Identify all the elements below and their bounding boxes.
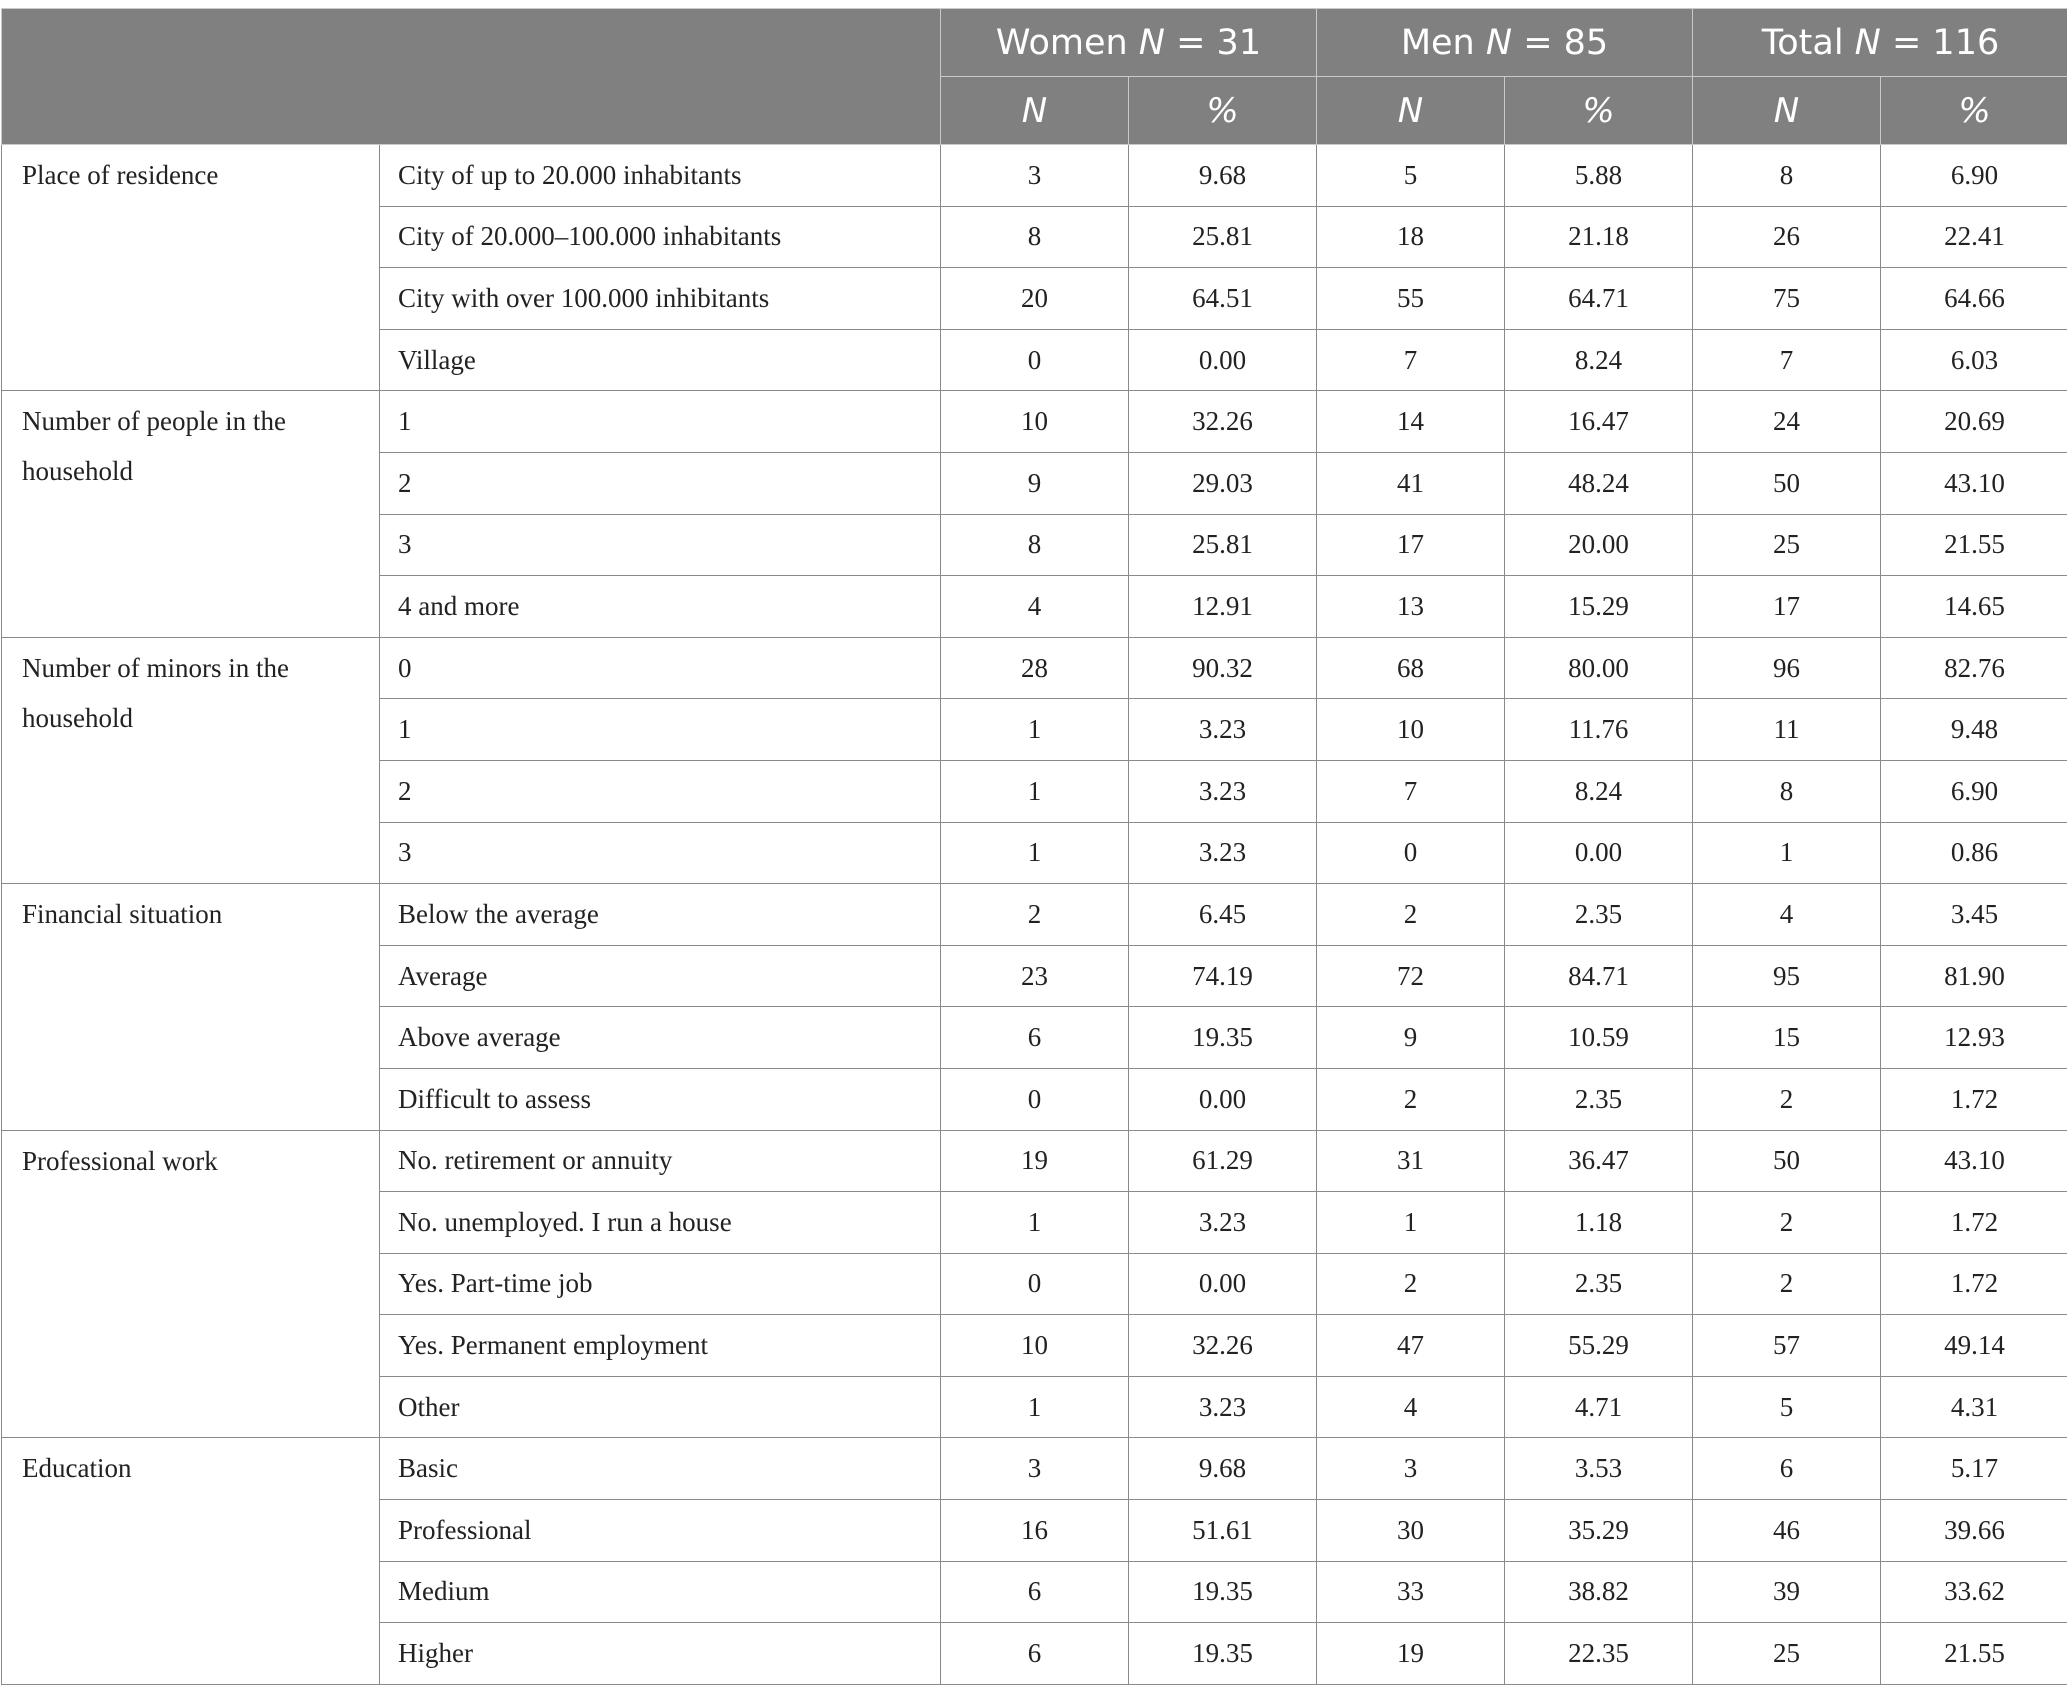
percent-cell: 55.29 xyxy=(1505,1315,1693,1377)
percent-cell: 12.91 xyxy=(1129,576,1317,638)
percent-cell: 0.86 xyxy=(1881,822,2067,884)
percent-cell: 64.51 xyxy=(1129,268,1317,330)
percent-cell: 20.00 xyxy=(1505,514,1693,576)
row-label-cell: 4 and more xyxy=(380,576,941,638)
count-cell: 5 xyxy=(1317,145,1505,207)
percent-cell: 15.29 xyxy=(1505,576,1693,638)
row-label-cell: City with over 100.000 inhibitants xyxy=(380,268,941,330)
percent-cell: 9.68 xyxy=(1129,145,1317,207)
table-body xyxy=(2,145,2067,1685)
subcol-n: N xyxy=(1693,77,1881,145)
count-cell: 1 xyxy=(941,1192,1129,1254)
count-cell: 18 xyxy=(1317,206,1505,268)
subcol-percent: % xyxy=(1881,77,2067,145)
percent-cell: 21.55 xyxy=(1881,1623,2067,1685)
category-cell: Financial situation xyxy=(2,884,380,1130)
count-cell: 75 xyxy=(1693,268,1881,330)
count-cell: 2 xyxy=(1317,1253,1505,1315)
percent-cell: 6.45 xyxy=(1129,884,1317,946)
percent-cell: 48.24 xyxy=(1505,452,1693,514)
percent-cell: 6.03 xyxy=(1881,329,2067,391)
count-cell: 9 xyxy=(1317,1007,1505,1069)
row-label-cell: City of 20.000–100.000 inhabitants xyxy=(380,206,941,268)
count-cell: 50 xyxy=(1693,1130,1881,1192)
percent-cell: 5.17 xyxy=(1881,1438,2067,1500)
row-label-cell: 1 xyxy=(380,391,941,453)
percent-cell: 0.00 xyxy=(1129,1068,1317,1130)
table-row xyxy=(2,637,2067,699)
header-group-total xyxy=(1693,9,2067,77)
row-label-cell: Above average xyxy=(380,1007,941,1069)
count-cell: 41 xyxy=(1317,452,1505,514)
group-n-value: = 116 xyxy=(1880,22,2000,63)
count-cell: 46 xyxy=(1693,1500,1881,1562)
row-label-cell: 0 xyxy=(380,637,941,699)
count-cell: 0 xyxy=(941,1068,1129,1130)
row-label-cell: City of up to 20.000 inhabitants xyxy=(380,145,941,207)
count-cell: 6 xyxy=(1693,1438,1881,1500)
header-group-men xyxy=(1317,9,1693,77)
count-cell: 50 xyxy=(1693,452,1881,514)
category-cell: Professional work xyxy=(2,1130,380,1438)
percent-cell: 0.00 xyxy=(1129,1253,1317,1315)
count-cell: 16 xyxy=(941,1500,1129,1562)
percent-cell: 49.14 xyxy=(1881,1315,2067,1377)
count-cell: 5 xyxy=(1693,1376,1881,1438)
header-row-groups xyxy=(2,9,2067,77)
percent-cell: 38.82 xyxy=(1505,1561,1693,1623)
count-cell: 96 xyxy=(1693,637,1881,699)
subcol-percent: % xyxy=(1129,77,1317,145)
row-label-cell: Higher xyxy=(380,1623,941,1685)
table-header xyxy=(2,9,2067,145)
count-cell: 19 xyxy=(1317,1623,1505,1685)
count-cell: 8 xyxy=(1693,145,1881,207)
count-cell: 11 xyxy=(1693,699,1881,761)
row-label-cell: Medium xyxy=(380,1561,941,1623)
percent-cell: 3.23 xyxy=(1129,699,1317,761)
percent-cell: 14.65 xyxy=(1881,576,2067,638)
table-row xyxy=(2,1130,2067,1192)
row-label-cell: Professional xyxy=(380,1500,941,1562)
group-label: Total xyxy=(1761,22,1855,63)
count-cell: 68 xyxy=(1317,637,1505,699)
percent-cell: 1.72 xyxy=(1881,1192,2067,1254)
row-label-cell: Yes. Part-time job xyxy=(380,1253,941,1315)
count-cell: 1 xyxy=(941,760,1129,822)
percent-cell: 8.24 xyxy=(1505,760,1693,822)
percent-cell: 6.90 xyxy=(1881,145,2067,207)
count-cell: 24 xyxy=(1693,391,1881,453)
row-label-cell: 2 xyxy=(380,760,941,822)
percent-cell: 5.88 xyxy=(1505,145,1693,207)
category-cell: Education xyxy=(2,1438,380,1684)
count-cell: 7 xyxy=(1693,329,1881,391)
count-cell: 0 xyxy=(941,1253,1129,1315)
count-cell: 8 xyxy=(941,514,1129,576)
count-cell: 31 xyxy=(1317,1130,1505,1192)
subcol-n: N xyxy=(941,77,1129,145)
subcol-percent: % xyxy=(1505,77,1693,145)
percent-cell: 19.35 xyxy=(1129,1561,1317,1623)
count-cell: 4 xyxy=(1317,1376,1505,1438)
row-label-cell: Difficult to assess xyxy=(380,1068,941,1130)
table-row xyxy=(2,884,2067,946)
percent-cell: 90.32 xyxy=(1129,637,1317,699)
percent-cell: 64.71 xyxy=(1505,268,1693,330)
percent-cell: 33.62 xyxy=(1881,1561,2067,1623)
percent-cell: 16.47 xyxy=(1505,391,1693,453)
count-cell: 95 xyxy=(1693,945,1881,1007)
count-cell: 8 xyxy=(941,206,1129,268)
group-label: Women xyxy=(995,22,1139,63)
demographics-table xyxy=(1,8,2067,1685)
percent-cell: 3.53 xyxy=(1505,1438,1693,1500)
table-row xyxy=(2,145,2067,207)
count-cell: 1 xyxy=(941,822,1129,884)
row-label-cell: No. retirement or annuity xyxy=(380,1130,941,1192)
row-label-cell: No. unemployed. I run a house xyxy=(380,1192,941,1254)
percent-cell: 3.23 xyxy=(1129,760,1317,822)
header-blank-cell xyxy=(2,9,941,145)
group-n-symbol: N xyxy=(1485,22,1513,63)
count-cell: 6 xyxy=(941,1561,1129,1623)
percent-cell: 21.55 xyxy=(1881,514,2067,576)
percent-cell: 9.48 xyxy=(1881,699,2067,761)
count-cell: 3 xyxy=(941,1438,1129,1500)
percent-cell: 6.90 xyxy=(1881,760,2067,822)
count-cell: 7 xyxy=(1317,329,1505,391)
count-cell: 72 xyxy=(1317,945,1505,1007)
percent-cell: 0.00 xyxy=(1505,822,1693,884)
count-cell: 1 xyxy=(1317,1192,1505,1254)
percent-cell: 35.29 xyxy=(1505,1500,1693,1562)
percent-cell: 39.66 xyxy=(1881,1500,2067,1562)
percent-cell: 9.68 xyxy=(1129,1438,1317,1500)
count-cell: 0 xyxy=(1317,822,1505,884)
count-cell: 14 xyxy=(1317,391,1505,453)
percent-cell: 22.35 xyxy=(1505,1623,1693,1685)
group-n-symbol: N xyxy=(1854,22,1881,63)
percent-cell: 61.29 xyxy=(1129,1130,1317,1192)
row-label-cell: Basic xyxy=(380,1438,941,1500)
count-cell: 4 xyxy=(1693,884,1881,946)
percent-cell: 19.35 xyxy=(1129,1623,1317,1685)
percent-cell: 22.41 xyxy=(1881,206,2067,268)
row-label-cell: 1 xyxy=(380,699,941,761)
count-cell: 3 xyxy=(1317,1438,1505,1500)
percent-cell: 64.66 xyxy=(1881,268,2067,330)
count-cell: 55 xyxy=(1317,268,1505,330)
count-cell: 10 xyxy=(1317,699,1505,761)
percent-cell: 2.35 xyxy=(1505,1068,1693,1130)
category-cell: Number of people in the household xyxy=(2,391,380,637)
group-label: Men xyxy=(1400,22,1486,63)
group-n-value: = 85 xyxy=(1512,22,1609,63)
percent-cell: 74.19 xyxy=(1129,945,1317,1007)
row-label-cell: Village xyxy=(380,329,941,391)
count-cell: 2 xyxy=(1693,1192,1881,1254)
percent-cell: 1.72 xyxy=(1881,1068,2067,1130)
count-cell: 1 xyxy=(941,699,1129,761)
count-cell: 2 xyxy=(1317,884,1505,946)
count-cell: 47 xyxy=(1317,1315,1505,1377)
count-cell: 4 xyxy=(941,576,1129,638)
percent-cell: 3.23 xyxy=(1129,1192,1317,1254)
row-label-cell: Below the average xyxy=(380,884,941,946)
percent-cell: 1.18 xyxy=(1505,1192,1693,1254)
percent-cell: 4.31 xyxy=(1881,1376,2067,1438)
count-cell: 57 xyxy=(1693,1315,1881,1377)
header-group-women xyxy=(941,9,1317,77)
count-cell: 8 xyxy=(1693,760,1881,822)
row-label-cell: Average xyxy=(380,945,941,1007)
percent-cell: 0.00 xyxy=(1129,329,1317,391)
count-cell: 33 xyxy=(1317,1561,1505,1623)
percent-cell: 84.71 xyxy=(1505,945,1693,1007)
table-row xyxy=(2,1438,2067,1500)
count-cell: 10 xyxy=(941,1315,1129,1377)
count-cell: 39 xyxy=(1693,1561,1881,1623)
percent-cell: 10.59 xyxy=(1505,1007,1693,1069)
percent-cell: 80.00 xyxy=(1505,637,1693,699)
count-cell: 1 xyxy=(941,1376,1129,1438)
count-cell: 2 xyxy=(1693,1068,1881,1130)
table-row xyxy=(2,391,2067,453)
percent-cell: 43.10 xyxy=(1881,1130,2067,1192)
demographics-table-container xyxy=(0,8,2067,1685)
percent-cell: 4.71 xyxy=(1505,1376,1693,1438)
count-cell: 7 xyxy=(1317,760,1505,822)
percent-cell: 3.45 xyxy=(1881,884,2067,946)
count-cell: 10 xyxy=(941,391,1129,453)
percent-cell: 32.26 xyxy=(1129,1315,1317,1377)
percent-cell: 1.72 xyxy=(1881,1253,2067,1315)
percent-cell: 51.61 xyxy=(1129,1500,1317,1562)
group-n-value: = 31 xyxy=(1164,22,1262,63)
count-cell: 19 xyxy=(941,1130,1129,1192)
percent-cell: 32.26 xyxy=(1129,391,1317,453)
percent-cell: 81.90 xyxy=(1881,945,2067,1007)
category-cell: Number of minors in the household xyxy=(2,637,380,883)
percent-cell: 21.18 xyxy=(1505,206,1693,268)
row-label-cell: Yes. Permanent employment xyxy=(380,1315,941,1377)
count-cell: 25 xyxy=(1693,1623,1881,1685)
count-cell: 17 xyxy=(1693,576,1881,638)
count-cell: 25 xyxy=(1693,514,1881,576)
percent-cell: 29.03 xyxy=(1129,452,1317,514)
subcol-n: N xyxy=(1317,77,1505,145)
count-cell: 30 xyxy=(1317,1500,1505,1562)
percent-cell: 3.23 xyxy=(1129,822,1317,884)
percent-cell: 3.23 xyxy=(1129,1376,1317,1438)
percent-cell: 8.24 xyxy=(1505,329,1693,391)
count-cell: 23 xyxy=(941,945,1129,1007)
percent-cell: 2.35 xyxy=(1505,1253,1693,1315)
percent-cell: 43.10 xyxy=(1881,452,2067,514)
row-label-cell: 2 xyxy=(380,452,941,514)
percent-cell: 11.76 xyxy=(1505,699,1693,761)
percent-cell: 2.35 xyxy=(1505,884,1693,946)
count-cell: 28 xyxy=(941,637,1129,699)
count-cell: 26 xyxy=(1693,206,1881,268)
count-cell: 17 xyxy=(1317,514,1505,576)
group-n-symbol: N xyxy=(1138,22,1165,63)
count-cell: 0 xyxy=(941,329,1129,391)
row-label-cell: 3 xyxy=(380,822,941,884)
count-cell: 15 xyxy=(1693,1007,1881,1069)
percent-cell: 25.81 xyxy=(1129,514,1317,576)
count-cell: 20 xyxy=(941,268,1129,330)
count-cell: 13 xyxy=(1317,576,1505,638)
row-label-cell: Other xyxy=(380,1376,941,1438)
count-cell: 3 xyxy=(941,145,1129,207)
count-cell: 1 xyxy=(1693,822,1881,884)
row-label-cell: 3 xyxy=(380,514,941,576)
count-cell: 2 xyxy=(941,884,1129,946)
count-cell: 9 xyxy=(941,452,1129,514)
count-cell: 2 xyxy=(1693,1253,1881,1315)
percent-cell: 12.93 xyxy=(1881,1007,2067,1069)
percent-cell: 82.76 xyxy=(1881,637,2067,699)
percent-cell: 36.47 xyxy=(1505,1130,1693,1192)
count-cell: 6 xyxy=(941,1007,1129,1069)
category-cell: Place of residence xyxy=(2,145,380,391)
percent-cell: 20.69 xyxy=(1881,391,2067,453)
count-cell: 6 xyxy=(941,1623,1129,1685)
percent-cell: 19.35 xyxy=(1129,1007,1317,1069)
count-cell: 2 xyxy=(1317,1068,1505,1130)
percent-cell: 25.81 xyxy=(1129,206,1317,268)
